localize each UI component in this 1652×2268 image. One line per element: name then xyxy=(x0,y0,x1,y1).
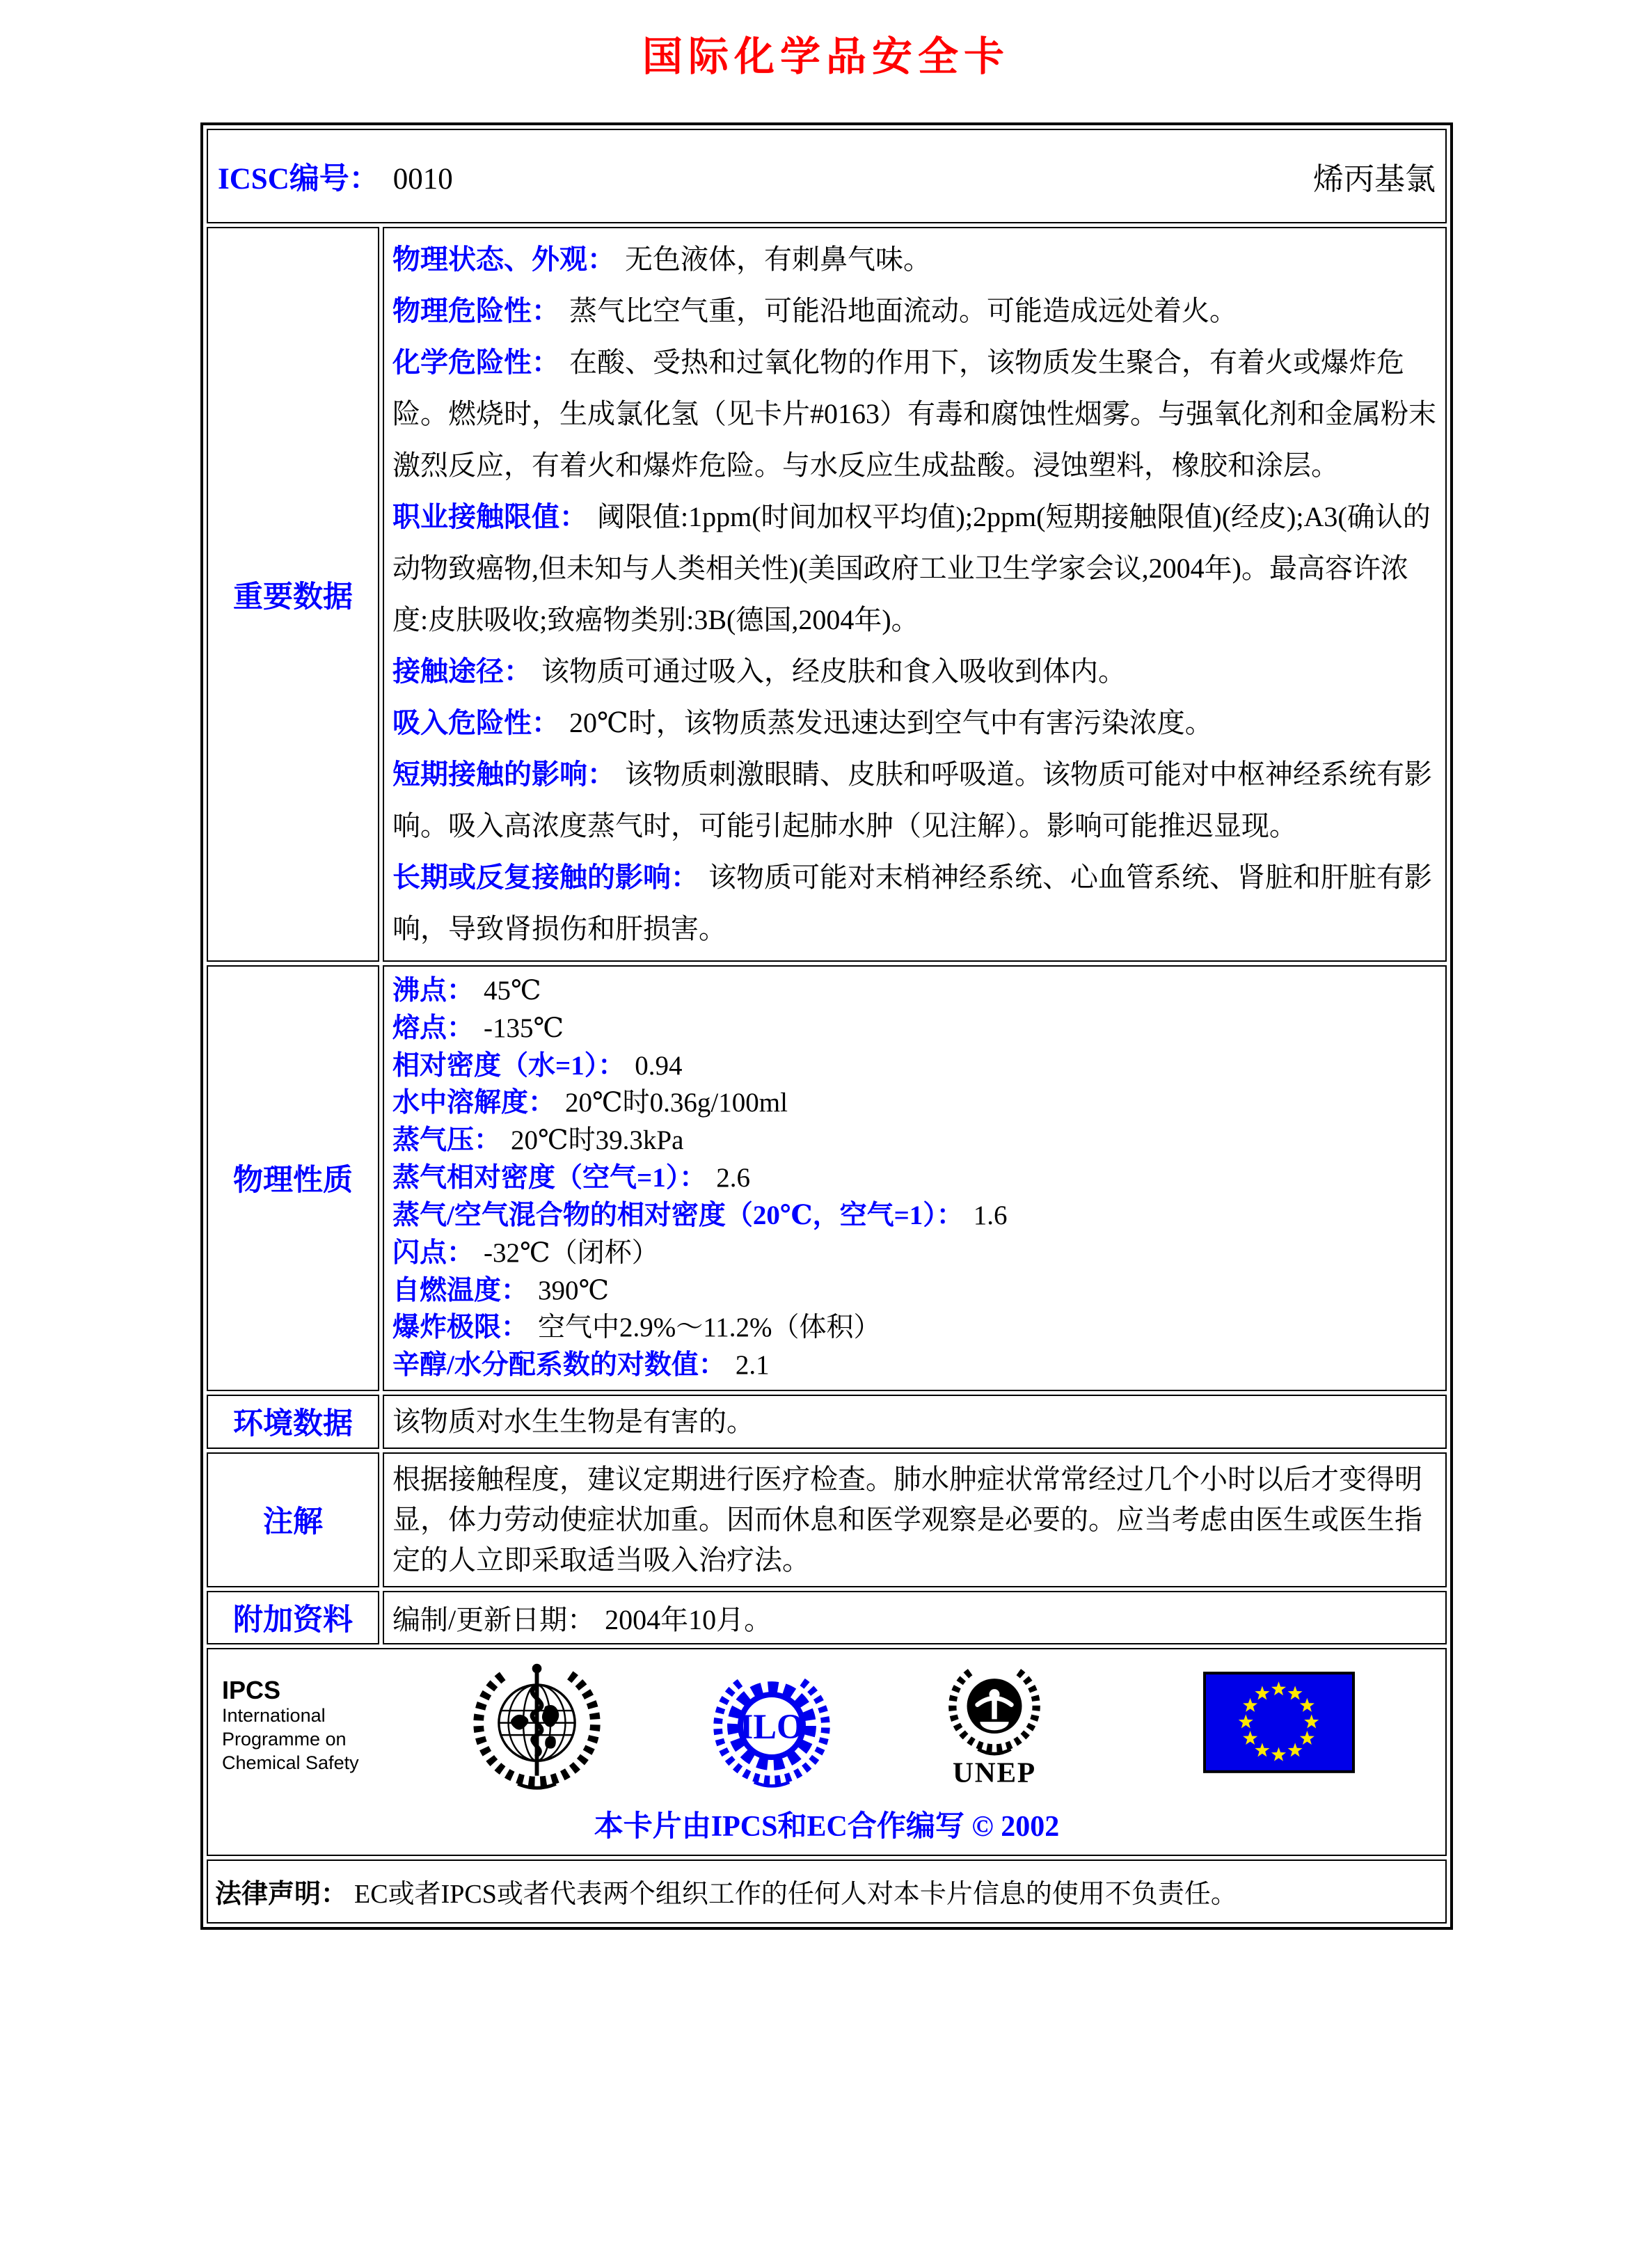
property-water-solubility: 水中溶解度： 20℃时0.36g/100ml xyxy=(392,1088,788,1118)
row-label-environmental-data: 环境数据 xyxy=(207,1395,379,1449)
paragraph-long-term-effects: 长期或反复接触的影响： 该物质可能对末梢神经系统、心血管系统、肾脏和肝脏有影响，导致肾损伤和肝损害。 xyxy=(392,862,1432,944)
ilo-logo-icon xyxy=(709,1663,834,1789)
icsc-card-table xyxy=(200,122,1453,1930)
eu-flag-icon xyxy=(1203,1672,1355,1773)
physical-properties-content xyxy=(383,965,1447,1391)
unep-logo-icon xyxy=(939,1658,1050,1789)
additional-info-content xyxy=(383,1591,1447,1644)
property-explosive-limits: 爆炸极限： 空气中2.9%～11.2%（体积） xyxy=(392,1313,881,1343)
page-title: 国际化学品安全卡 xyxy=(642,33,1010,80)
paragraph-inhalation-risk: 吸入危险性： 20℃时，该物质蒸发迅速达到空气中有害污染浓度。 xyxy=(392,707,1213,738)
notes-content: 根据接触程度，建议定期进行医疗检查。肺水肿症状常常经过几个小时以后才变得明显，体力劳动使症状加重。因而休息和医学观察是必要的。应当考虑由医生或医生指定的人立即采取适当吸入治疗法。 xyxy=(383,1452,1447,1587)
property-flash-point: 闪点： -32℃（闭杯） xyxy=(392,1237,659,1268)
property-autoignition-temperature: 自燃温度： 390℃ xyxy=(392,1275,610,1306)
row-label-important-data: 重要数据 xyxy=(207,227,379,962)
icsc-number-value: 0010 xyxy=(392,162,453,196)
paragraph-physical-state: 物理状态、外观： 无色液体，有刺鼻气味。 xyxy=(392,244,931,275)
row-label-notes: 注解 xyxy=(207,1452,379,1587)
property-boiling-point: 沸点： 45℃ xyxy=(392,976,541,1006)
important-data-row xyxy=(207,227,1447,962)
paragraph-routes-of-exposure: 接触途径： 该物质可通过吸入，经皮肤和食入吸收到体内。 xyxy=(392,656,1126,687)
copyright-line: 本卡片由IPCS和EC合作编写 © 2002 xyxy=(594,1810,1060,1843)
paragraph-physical-dangers: 物理危险性： 蒸气比空气重，可能沿地面流动。可能造成远处着火。 xyxy=(392,295,1237,326)
physical-properties-row xyxy=(207,965,1447,1391)
logos-cell xyxy=(207,1648,1447,1856)
row-label-additional-info: 附加资料 xyxy=(207,1591,379,1644)
header-row xyxy=(207,129,1447,223)
property-melting-point: 熔点： -135℃ xyxy=(392,1013,564,1043)
icsc-number-label: ICSC编号： xyxy=(218,162,379,196)
ipcs-acronym: IPCS xyxy=(222,1675,281,1704)
paragraph-short-term-effects: 短期接触的影响： 该物质刺激眼睛、皮肤和呼吸道。该物质可能对中枢神经系统有影响。吸入高浓度蒸气时，可能引起肺水肿（见注解）。影响可能推迟显现。 xyxy=(392,759,1432,841)
property-vapour-relative-density: 蒸气相对密度（空气=1）： 2.6 xyxy=(392,1163,750,1194)
substance-name: 烯丙基氯 xyxy=(1313,162,1436,196)
header-cell xyxy=(207,129,1447,223)
additional-info-row xyxy=(207,1591,1447,1644)
svg-text:UNEP: UNEP xyxy=(952,1756,1037,1789)
property-vapour-pressure: 蒸气压： 20℃时39.3kPa xyxy=(392,1125,684,1156)
legal-cell xyxy=(207,1859,1447,1924)
icsc-number-group xyxy=(218,155,453,198)
environmental-data-row xyxy=(207,1395,1447,1449)
row-label-physical-properties: 物理性质 xyxy=(207,965,379,1391)
who-logo-icon xyxy=(469,1658,605,1793)
legal-row xyxy=(207,1859,1447,1924)
notes-row xyxy=(207,1452,1447,1587)
property-vapour-air-mixture-density: 蒸气/空气混合物的相对密度（20℃，空气=1）： 1.6 xyxy=(392,1200,1008,1230)
paragraph-chemical-dangers: 化学危险性： 在酸、受热和过氧化物的作用下，该物质发生聚合，有着火或爆炸危险。燃烧时，生成氯化氢（见卡片#0163）有毒和腐蚀性烟雾。与强氧化剂和金属粉末激烈反应，有着火和爆炸危险。与水反应生成盐酸。浸蚀塑料，橡胶和涂层。 xyxy=(392,347,1436,481)
paragraph-occupational-exposure-limits: 职业接触限值： 阈限值:1ppm(时间加权平均值);2ppm(短期接触限值)(经皮);A3(确认的动物致癌物,但未知与人类相关性)(美国政府工业卫生学家会议,2004年)。最高容许浓度:皮肤吸收;致癌物类别:3B(德国,2004年)。 xyxy=(392,501,1431,635)
property-octanol-water-partition: 辛醇/水分配系数的对数值： 2.1 xyxy=(392,1350,770,1381)
important-data-content xyxy=(383,227,1447,962)
logos-row xyxy=(207,1648,1447,1856)
svg-text:ILO: ILO xyxy=(739,1706,804,1746)
legal-notice-text: EC或者IPCS或者代表两个组织工作的任何人对本卡片信息的使用不负责任。 xyxy=(354,1880,1237,1910)
environmental-data-content: 该物质对水生生物是有害的。 xyxy=(383,1395,1447,1449)
update-date-label: 编制/更新日期： xyxy=(392,1603,596,1635)
legal-notice-label: 法律声明： xyxy=(215,1880,348,1910)
update-date-value: 2004年10月。 xyxy=(605,1603,772,1635)
ipcs-text-block: IPCS International Programme on Chemical Safety xyxy=(222,1676,396,1775)
property-relative-density: 相对密度（水=1）： 0.94 xyxy=(392,1050,683,1081)
